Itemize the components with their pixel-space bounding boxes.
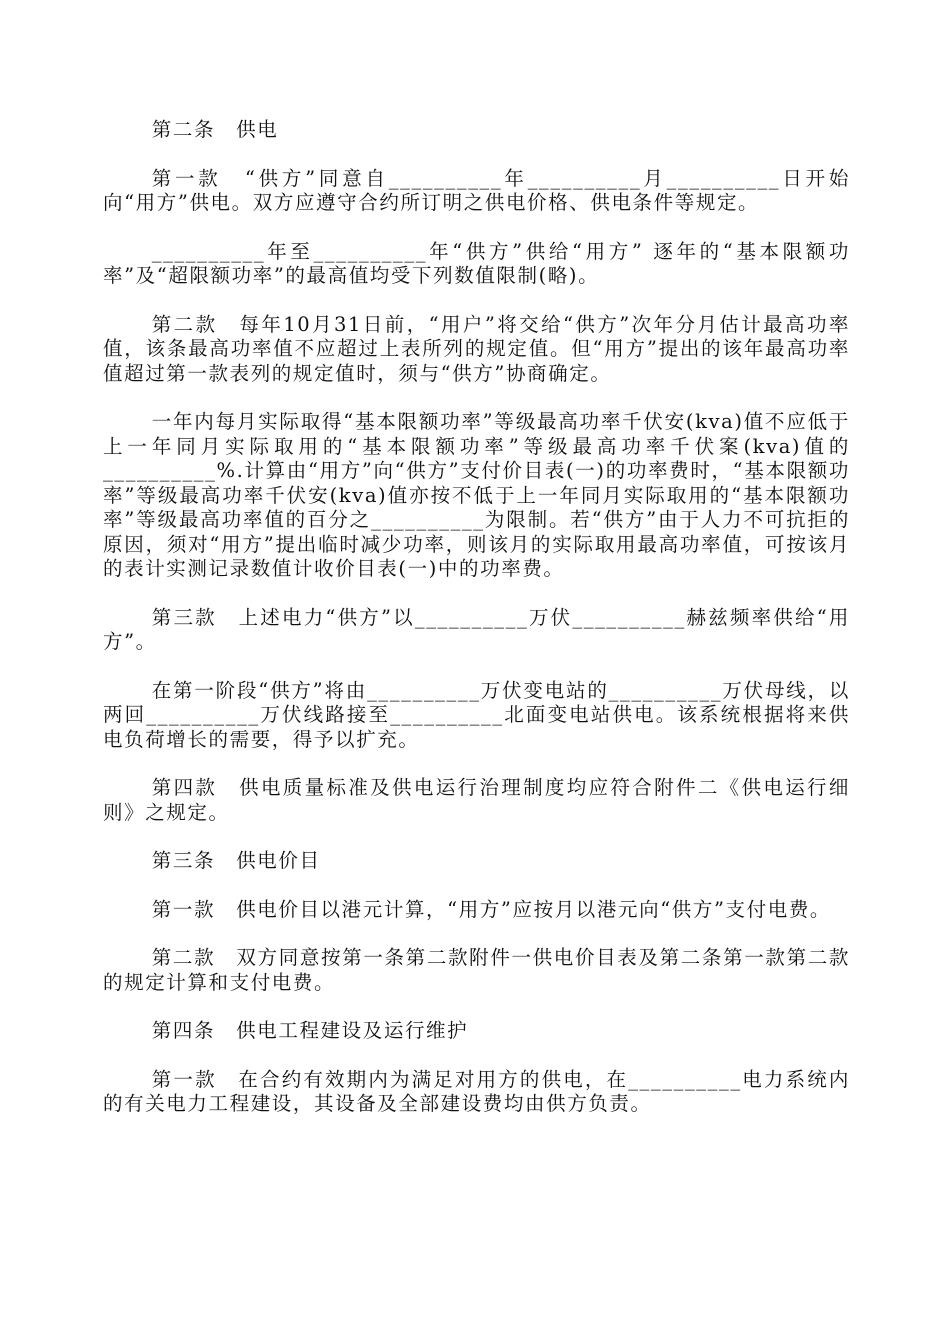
article-2-minimum-power-paragraph: 一年内每月实际取得“基本限额功率”等级最高功率千伏安(kva)值不应低于上一年同月实际取用的“基本限额功率”等级最高功率千伏案(kva)值的__________%.计算由“用方”向“供方”支付价目表(一)的功率费时，“基本限额功率”等级最高功率千伏安(kva)值亦按不低于上一年同月实际取用的“基本限额功率”等级最高功率值的百分之__________为限制。若“供方”由于人力不可抗拒的原因，须对“用方”提出临时减少功率，则该月的实际取用最高功率值，可按该月的表计实测记录数值计收价目表(一)中的功率费。 — [103, 410, 850, 580]
article-4-heading: 第四条 供电工程建设及运行维护 — [151, 1019, 469, 1042]
article-2-first-stage-paragraph: 在第一阶段“供方”将由__________万伏变电站的__________万伏母线，以两回__________万伏线路接至__________北面变电站供电。该系统根据将来供电负荷增长的需要，得予以扩充。 — [103, 678, 850, 751]
article-2-clause-2: 第二款 每年10月31日前，“用户”将交给“供方”次年分月估计最高功率值，该条最高功率值不应超过上表所列的规定值。但“用方”提出的该年最高功率值超过第一款表列的规定值时，须与“供方”协商确定。 — [103, 312, 850, 385]
document-page — [103, 118, 850, 1141]
article-2-clause-1: 第一款 “供方”同意自__________年__________月__________日开始向“用方”供电。双方应遵守合约所订明之供电价格、供电条件等规定。 — [103, 166, 850, 214]
article-2-power-limit-paragraph: __________年至__________年“供方”供给“用方” 逐年的“基本限额功率”及“超限额功率”的最高值均受下列数值限制(略)。 — [103, 239, 850, 287]
article-2-heading: 第二条 供电 — [151, 118, 279, 141]
article-3-clause-2: 第二款 双方同意按第一条第二款附件一供电价目表及第二条第一款第二款的规定计算和支付电费。 — [103, 946, 850, 994]
article-4-clause-1: 第一款 在合约有效期内为满足对用方的供电，在__________电力系统内的有关电力工程建设，其设备及全部建设费均由供方负责。 — [103, 1067, 850, 1115]
article-3-heading: 第三条 供电价目 — [151, 849, 321, 872]
article-2-clause-4: 第四款 供电质量标准及供电运行治理制度均应符合附件二《供电运行细则》之规定。 — [103, 776, 850, 824]
article-3-clause-1: 第一款 供电价目以港元计算，“用方”应按月以港元向“供方”支付电费。 — [151, 897, 832, 921]
article-2-clause-3: 第三款 上述电力“供方”以__________万伏__________赫兹频率供给“用方”。 — [103, 605, 850, 653]
